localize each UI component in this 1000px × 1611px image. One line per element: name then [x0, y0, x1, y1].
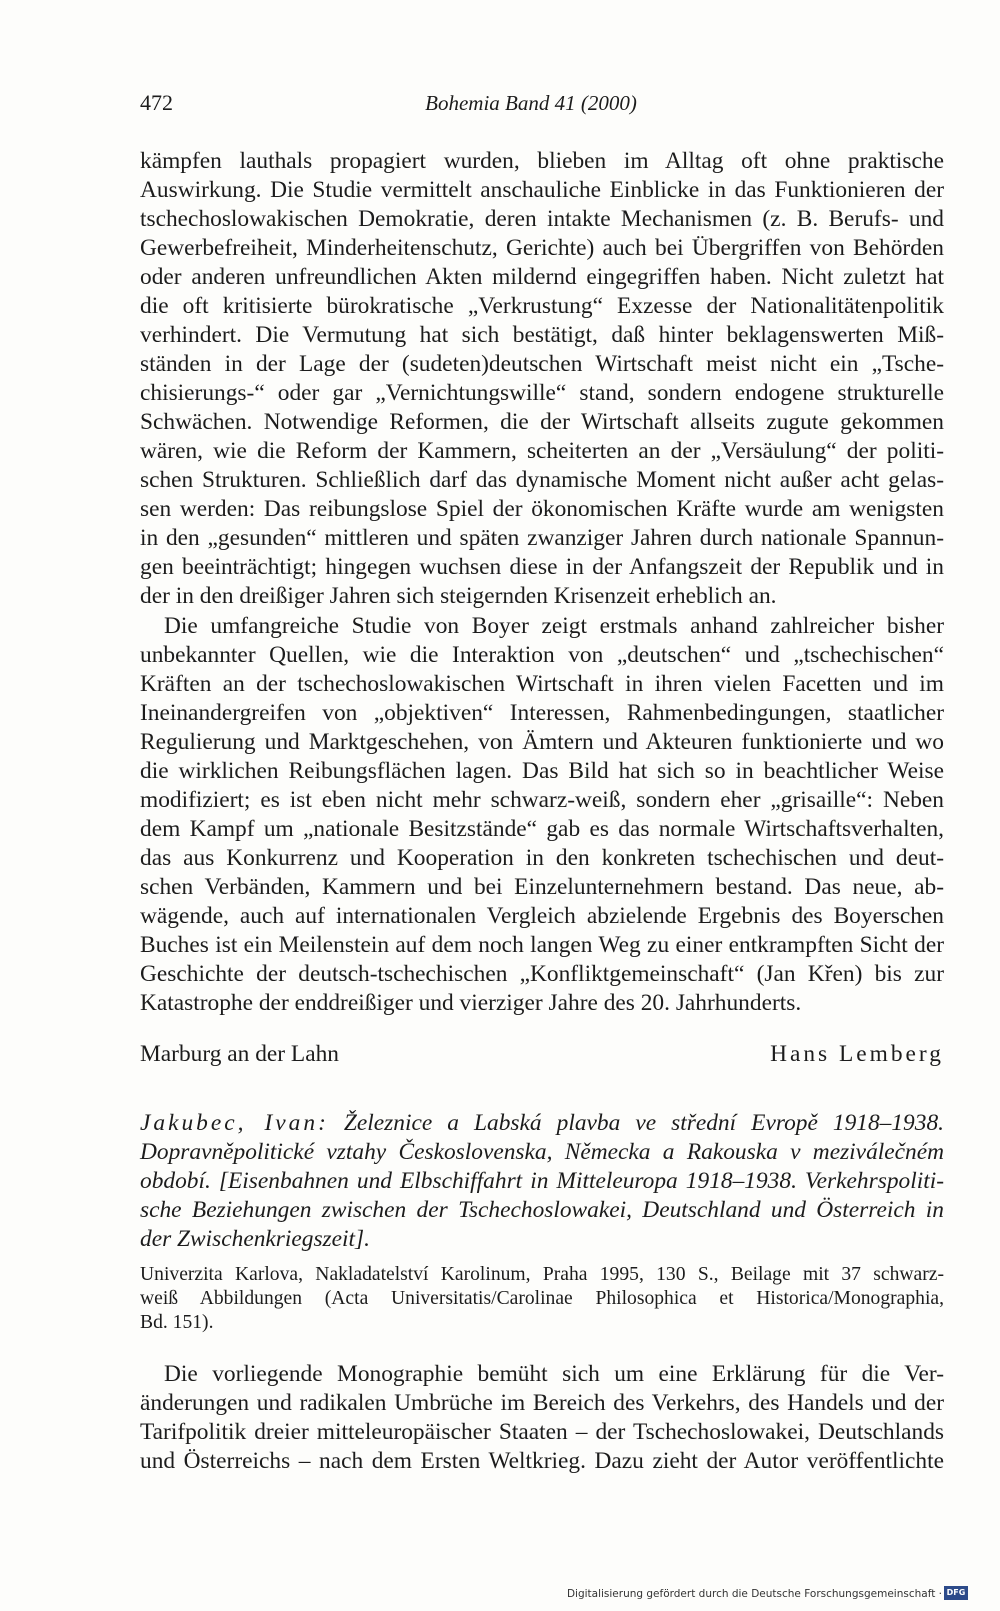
digitization-note: Digitalisierung gefördert durch die Deutsche Forschungsgemeinschaft · — [566, 1588, 942, 1600]
text-line: Buches ist ein Meilenstein auf dem noch langen Weg zu einer entkrampften Sicht der — [140, 932, 944, 958]
text-line: Ineinandergreifen von „objektiven“ Interessen, Rahmenbedingungen, staatlicher — [140, 700, 944, 726]
text-line: und Österreichs – nach dem Ersten Weltkrieg. Dazu zieht der Autor veröffentlichte — [140, 1448, 944, 1474]
text-line: verhindert. Die Vermutung hat sich bestätigt, daß hinter beklagenswerten Miß- — [140, 322, 944, 348]
text-line: Die vorliegende Monographie bemüht sich um eine Erklärung für die Ver- — [164, 1361, 944, 1387]
text-line: oder anderen unfreundlichen Akten mildernd eingegriffen haben. Nicht zuletzt hat — [140, 264, 944, 290]
page-number: 472 — [140, 90, 173, 115]
book-title-line: období. [Eisenbahnen und Elbschiffahrt in Mitteleuropa 1918–1938. Verkehrspoliti- — [140, 1168, 944, 1194]
text-line: Die umfangreiche Studie von Boyer zeigt erstmals anhand zahlreicher bisher — [164, 613, 944, 639]
text-line: unbekannter Quellen, wie die Interaktion von „deutschen“ und „tschechischen“ — [140, 642, 944, 668]
imprint-line: weiß Abbildungen (Acta Universitatis/Carolinae Philosophica et Historica/Monographia, — [140, 1288, 944, 1309]
running-title: Bohemia Band 41 (2000) — [425, 91, 637, 115]
book-title-line: sche Beziehungen zwischen der Tschechoslowakei, Deutschland und Österreich in — [140, 1197, 944, 1223]
text-line: die oft kritisierte bürokratische „Verkrustung“ Exzesse der Nationalitätenpolitik — [140, 293, 944, 319]
text-line: Geschichte der deutsch-tschechischen „Konfliktgemeinschaft“ (Jan Křen) bis zur — [140, 961, 944, 987]
book-title-line: der Zwischenkriegszeit]. — [140, 1226, 370, 1252]
text-line: Tarifpolitik dreier mitteleuropäischer Staaten – der Tschechoslowakei, Deutschlands — [140, 1419, 944, 1445]
text-line: schen Strukturen. Schließlich darf das dynamische Moment nicht außer acht gelas- — [140, 467, 944, 493]
text-line: Auswirkung. Die Studie vermittelt anschauliche Einblicke in das Funktionieren der — [140, 177, 944, 203]
text-line: modifiziert; es ist eben nicht mehr schwarz-weiß, sondern eher „grisaille“: Neben — [140, 787, 944, 813]
book-title-line: Dopravněpolitické vztahy Československa, Německa a Rakouska v meziválečném — [140, 1139, 944, 1165]
imprint-line: Bd. 151). — [140, 1312, 214, 1333]
text-line: Schwächen. Notwendige Reformen, die der Wirtschaft allseits zugute gekommen — [140, 409, 944, 435]
text-line: tschechoslowakischen Demokratie, deren intakte Mechanismen (z. B. Berufs- und — [140, 206, 944, 232]
text-line: chisierungs-“ oder gar „Vernichtungswille“ stand, sondern endogene strukturelle — [140, 380, 944, 406]
text-line: kämpfen lauthals propagiert wurden, blieben im Alltag oft ohne praktische — [140, 148, 944, 174]
text-line: Katastrophe der enddreißiger und vierziger Jahre des 20. Jahrhunderts. — [140, 990, 802, 1016]
text-line: Kräften an der tschechoslowakischen Wirtschaft in ihren vielen Facetten und im — [140, 671, 944, 697]
text-line: wären, wie die Reform der Kammern, scheiterten an der „Versäulung“ der politi- — [140, 438, 944, 464]
book-title: Železnice a Labská plavba ve střední Evropě 1918–1938. — [328, 1110, 944, 1136]
book-title-line — [140, 1108, 944, 1138]
reviewer-name: Hans Lemberg — [770, 1041, 944, 1067]
text-line: gen beeinträchtigt; hingegen wuchsen diese in der Anfangszeit der Republik und in — [140, 554, 944, 580]
text-line: sen werden: Das reibungslose Spiel der ökonomischen Kräfte wurde am wenigsten — [140, 496, 944, 522]
review-place: Marburg an der Lahn — [140, 1041, 339, 1067]
text-line: die wirklichen Reibungsflächen lagen. Das Bild hat sich so in beachtlicher Weise — [140, 758, 944, 784]
text-line: änderungen und radikalen Umbrüche im Bereich des Verkehrs, des Handels und der — [140, 1390, 944, 1416]
text-line: dem Kampf um „nationale Besitzstände“ gab es das normale Wirtschaftsverhalten, — [140, 816, 944, 842]
text-line: schen Verbänden, Kammern und bei Einzelunternehmern bestand. Das neue, ab- — [140, 874, 944, 900]
text-line: in den „gesunden“ mittleren und späten zwanziger Jahren durch nationale Spannun- — [140, 525, 944, 551]
imprint-line: Univerzita Karlova, Nakladatelství Karolinum, Praha 1995, 130 S., Beilage mit 37 schwarz- — [140, 1264, 944, 1285]
text-line: der in den dreißiger Jahren sich steigernden Krisenzeit erheblich an. — [140, 583, 777, 609]
text-line: ständen in der Lage der (sudeten)deutschen Wirtschaft meist nicht ein „Tsche- — [140, 351, 944, 377]
dfg-logo: DFG — [944, 1586, 968, 1600]
text-line: Regulierung und Marktgeschehen, von Ämtern und Akteuren funktionierte und wo — [140, 729, 944, 755]
text-line: wägende, auch auf internationalen Vergleich abzielende Ergebnis des Boyerschen — [140, 903, 944, 929]
text-line: das aus Konkurrenz und Kooperation in den konkreten tschechischen und deut- — [140, 845, 944, 871]
text-line: Gewerbefreiheit, Minderheitenschutz, Gerichte) auch bei Übergriffen von Behörden — [140, 235, 944, 261]
book-author: Jakubec, Ivan: — [140, 1110, 329, 1136]
